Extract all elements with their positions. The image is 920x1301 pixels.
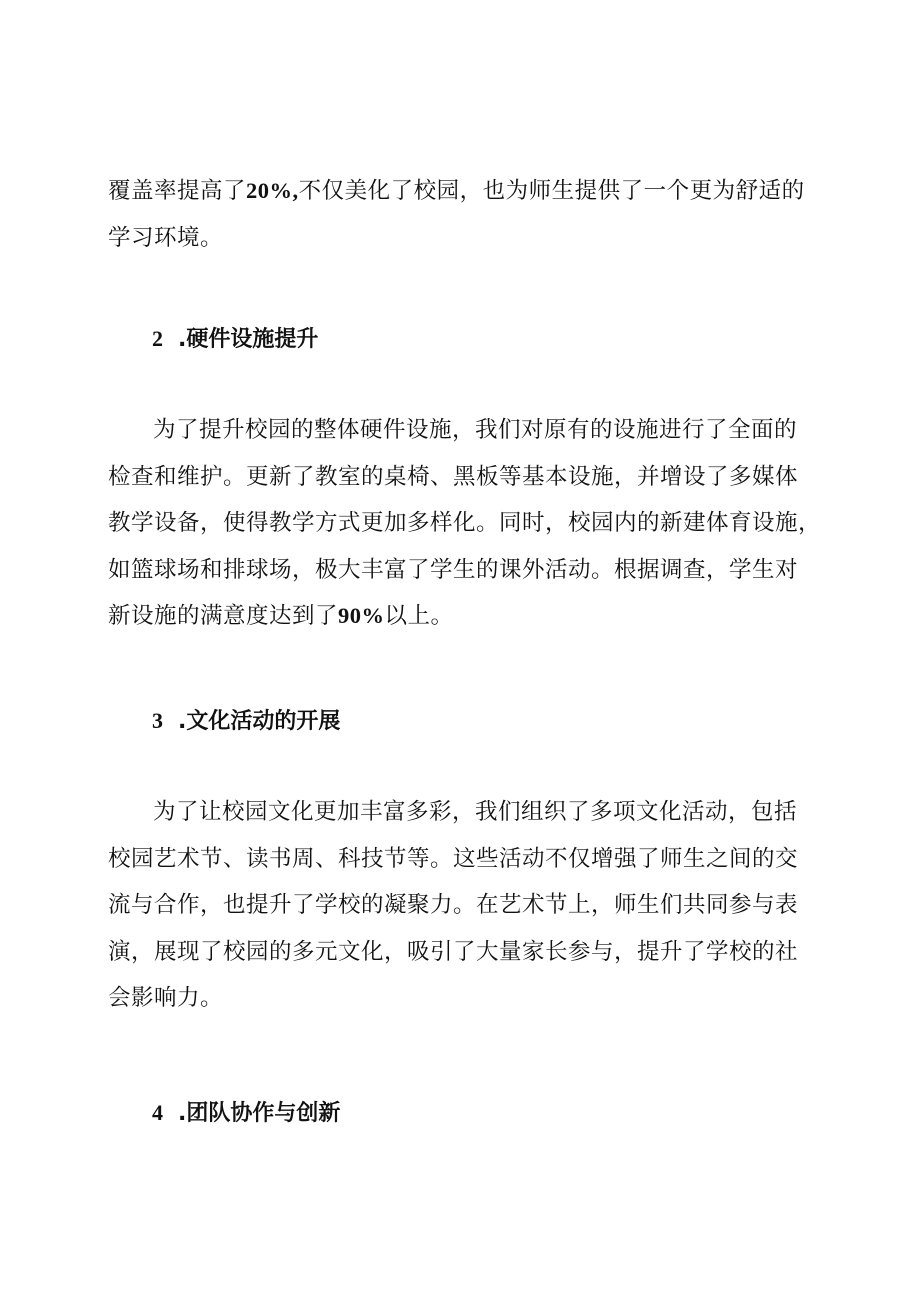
- section-number: 4: [152, 1100, 163, 1125]
- paragraph-line: 覆盖率提高了20%,不仅美化了校园，也为师生提供了一个更为舒适的: [108, 178, 805, 204]
- paragraph-line: 学习环境。: [108, 224, 224, 251]
- paragraph-line: 会影响力。: [108, 985, 224, 1011]
- paragraph-line: 如篮球场和排球场，极大丰富了学生的课外活动。根据调查，学生对: [108, 556, 799, 583]
- paragraph-line: 校园艺术节、读书周、科技节等。这些活动不仅增强了师生之间的交: [108, 845, 799, 872]
- paragraph-line: 为了让校园文化更加丰富多彩，我们组织了多项文化活动，包括: [153, 799, 798, 825]
- paragraph-line: 教学设备，使得教学方式更加多样化。同时，校园内的新建体育设施，: [108, 510, 822, 536]
- culture-paragraph: [108, 789, 808, 1022]
- section-heading-hardware: [152, 324, 318, 355]
- section-title: .团队协作与创新: [178, 1101, 341, 1126]
- paragraph-line: 新设施的满意度达到了90%以上。: [108, 603, 454, 629]
- section-number: 2: [152, 326, 163, 351]
- section-title: .硬件设施提升: [178, 327, 319, 352]
- section-heading-team: [152, 1098, 340, 1129]
- section-title: .文化活动的开展: [178, 709, 341, 734]
- highlighted-figure: 20%,: [246, 178, 299, 203]
- section-heading-culture: [152, 706, 340, 737]
- paragraph-line: 演，展现了校园的多元文化，吸引了大量家长参与，提升了学校的社: [108, 938, 799, 965]
- highlighted-figure: 90%: [338, 603, 385, 628]
- intro-paragraph: [108, 168, 808, 261]
- paragraph-line: 检查和维护。更新了教室的桌椅、黑板等基本设施，并增设了多媒体: [108, 463, 799, 490]
- hardware-paragraph: [108, 407, 822, 640]
- paragraph-line: 流与合作，也提升了学校的凝聚力。在艺术节上，师生们共同参与表: [108, 892, 799, 918]
- section-number: 3: [152, 708, 163, 733]
- paragraph-line: 为了提升校园的整体硬件设施，我们对原有的设施进行了全面的: [153, 417, 798, 443]
